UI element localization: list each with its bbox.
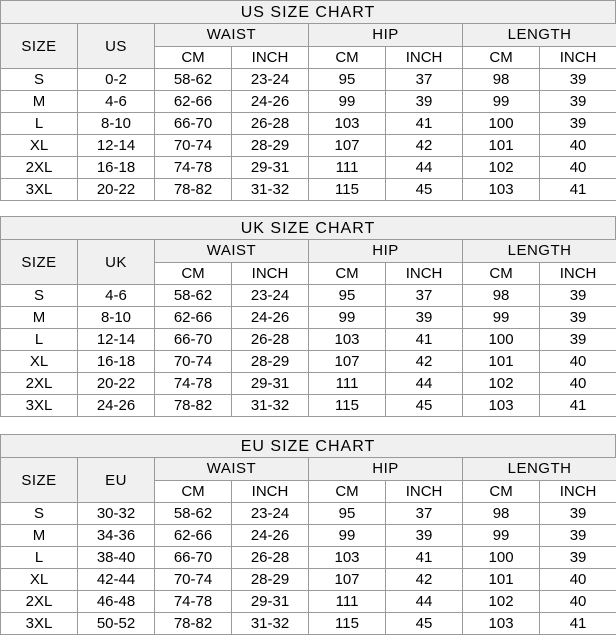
length-inch-header: INCH bbox=[540, 262, 616, 285]
cell-length-inch: 39 bbox=[540, 503, 616, 525]
cell-size: M bbox=[1, 91, 78, 113]
waist-header: WAIST bbox=[155, 240, 309, 263]
cell-hip-inch: 39 bbox=[386, 307, 463, 329]
cell-region: 4-6 bbox=[78, 91, 155, 113]
cell-size: 3XL bbox=[1, 613, 78, 635]
table-row bbox=[1, 351, 616, 373]
cell-waist-inch: 31-32 bbox=[232, 613, 309, 635]
cell-length-inch: 41 bbox=[540, 179, 616, 201]
length-cm-header: CM bbox=[463, 46, 540, 69]
waist-cm-header: CM bbox=[155, 46, 232, 69]
cell-waist-cm: 66-70 bbox=[155, 547, 232, 569]
hip-inch-header: INCH bbox=[386, 46, 463, 69]
cell-hip-inch: 45 bbox=[386, 395, 463, 417]
cell-length-inch: 39 bbox=[540, 547, 616, 569]
cell-waist-cm: 74-78 bbox=[155, 591, 232, 613]
table-row bbox=[1, 307, 616, 329]
cell-region: 38-40 bbox=[78, 547, 155, 569]
cell-region: 12-14 bbox=[78, 329, 155, 351]
cell-length-inch: 40 bbox=[540, 157, 616, 179]
cell-length-cm: 99 bbox=[463, 91, 540, 113]
length-header: LENGTH bbox=[463, 458, 616, 481]
cell-region: 20-22 bbox=[78, 373, 155, 395]
cell-hip-cm: 99 bbox=[309, 307, 386, 329]
cell-waist-inch: 31-32 bbox=[232, 179, 309, 201]
cell-waist-inch: 28-29 bbox=[232, 135, 309, 157]
hip-cm-header: CM bbox=[309, 480, 386, 503]
cell-hip-cm: 115 bbox=[309, 613, 386, 635]
cell-size: XL bbox=[1, 135, 78, 157]
cell-length-cm: 100 bbox=[463, 113, 540, 135]
cell-waist-cm: 70-74 bbox=[155, 569, 232, 591]
cell-hip-cm: 107 bbox=[309, 135, 386, 157]
cell-region: 0-2 bbox=[78, 69, 155, 91]
cell-waist-inch: 23-24 bbox=[232, 503, 309, 525]
cell-length-cm: 98 bbox=[463, 503, 540, 525]
table-row bbox=[1, 135, 616, 157]
cell-size: M bbox=[1, 307, 78, 329]
cell-waist-inch: 29-31 bbox=[232, 373, 309, 395]
cell-waist-inch: 31-32 bbox=[232, 395, 309, 417]
cell-size: M bbox=[1, 525, 78, 547]
cell-region: 20-22 bbox=[78, 179, 155, 201]
cell-hip-inch: 44 bbox=[386, 591, 463, 613]
cell-hip-cm: 99 bbox=[309, 525, 386, 547]
size-table bbox=[0, 457, 616, 635]
cell-hip-cm: 99 bbox=[309, 91, 386, 113]
cell-length-inch: 41 bbox=[540, 395, 616, 417]
cell-region: 16-18 bbox=[78, 351, 155, 373]
cell-length-cm: 101 bbox=[463, 351, 540, 373]
length-cm-header: CM bbox=[463, 262, 540, 285]
cell-size: 3XL bbox=[1, 395, 78, 417]
table-row bbox=[1, 113, 616, 135]
cell-hip-inch: 45 bbox=[386, 613, 463, 635]
cell-waist-inch: 24-26 bbox=[232, 525, 309, 547]
cell-region: 24-26 bbox=[78, 395, 155, 417]
cell-hip-inch: 41 bbox=[386, 329, 463, 351]
eu-size-chart bbox=[0, 434, 616, 635]
cell-size: 2XL bbox=[1, 591, 78, 613]
table-row bbox=[1, 69, 616, 91]
cell-hip-inch: 41 bbox=[386, 547, 463, 569]
header-row-top bbox=[1, 24, 616, 47]
cell-hip-inch: 42 bbox=[386, 351, 463, 373]
cell-hip-inch: 41 bbox=[386, 113, 463, 135]
cell-waist-cm: 62-66 bbox=[155, 525, 232, 547]
table-row bbox=[1, 547, 616, 569]
cell-hip-cm: 111 bbox=[309, 373, 386, 395]
length-cm-header: CM bbox=[463, 480, 540, 503]
region-header: EU bbox=[78, 458, 155, 503]
size-header: SIZE bbox=[1, 24, 78, 69]
length-header: LENGTH bbox=[463, 24, 616, 47]
cell-length-cm: 100 bbox=[463, 547, 540, 569]
cell-hip-cm: 115 bbox=[309, 395, 386, 417]
region-header: US bbox=[78, 24, 155, 69]
cell-hip-cm: 103 bbox=[309, 547, 386, 569]
waist-header: WAIST bbox=[155, 24, 309, 47]
cell-length-cm: 103 bbox=[463, 613, 540, 635]
cell-length-cm: 101 bbox=[463, 135, 540, 157]
cell-waist-inch: 28-29 bbox=[232, 351, 309, 373]
waist-cm-header: CM bbox=[155, 480, 232, 503]
cell-length-cm: 102 bbox=[463, 591, 540, 613]
header-row-top bbox=[1, 240, 616, 263]
cell-size: S bbox=[1, 69, 78, 91]
cell-hip-inch: 37 bbox=[386, 69, 463, 91]
table-body bbox=[1, 240, 616, 417]
cell-size: S bbox=[1, 503, 78, 525]
cell-waist-cm: 58-62 bbox=[155, 69, 232, 91]
cell-waist-inch: 26-28 bbox=[232, 329, 309, 351]
cell-waist-cm: 66-70 bbox=[155, 113, 232, 135]
cell-waist-inch: 24-26 bbox=[232, 91, 309, 113]
cell-length-inch: 39 bbox=[540, 285, 616, 307]
cell-region: 8-10 bbox=[78, 113, 155, 135]
cell-hip-cm: 111 bbox=[309, 591, 386, 613]
cell-waist-inch: 29-31 bbox=[232, 157, 309, 179]
cell-hip-inch: 42 bbox=[386, 569, 463, 591]
table-row bbox=[1, 91, 616, 113]
us-size-chart bbox=[0, 0, 616, 201]
hip-inch-header: INCH bbox=[386, 480, 463, 503]
cell-hip-cm: 103 bbox=[309, 113, 386, 135]
waist-inch-header: INCH bbox=[232, 480, 309, 503]
cell-waist-cm: 58-62 bbox=[155, 285, 232, 307]
cell-hip-inch: 44 bbox=[386, 373, 463, 395]
cell-length-inch: 39 bbox=[540, 525, 616, 547]
cell-length-cm: 103 bbox=[463, 179, 540, 201]
hip-header: HIP bbox=[309, 24, 463, 47]
cell-hip-cm: 115 bbox=[309, 179, 386, 201]
cell-waist-cm: 70-74 bbox=[155, 351, 232, 373]
cell-waist-cm: 74-78 bbox=[155, 157, 232, 179]
cell-hip-inch: 39 bbox=[386, 525, 463, 547]
length-inch-header: INCH bbox=[540, 46, 616, 69]
cell-size: L bbox=[1, 547, 78, 569]
cell-length-inch: 40 bbox=[540, 373, 616, 395]
chart-title: US SIZE CHART bbox=[0, 0, 616, 23]
cell-length-cm: 103 bbox=[463, 395, 540, 417]
table-body bbox=[1, 24, 616, 201]
table-row bbox=[1, 569, 616, 591]
table-row bbox=[1, 395, 616, 417]
region-header: UK bbox=[78, 240, 155, 285]
waist-inch-header: INCH bbox=[232, 262, 309, 285]
waist-header: WAIST bbox=[155, 458, 309, 481]
cell-waist-cm: 70-74 bbox=[155, 135, 232, 157]
size-table bbox=[0, 23, 616, 201]
cell-waist-cm: 74-78 bbox=[155, 373, 232, 395]
cell-length-cm: 99 bbox=[463, 525, 540, 547]
table-row bbox=[1, 373, 616, 395]
cell-length-inch: 40 bbox=[540, 135, 616, 157]
cell-length-inch: 40 bbox=[540, 351, 616, 373]
cell-size: XL bbox=[1, 351, 78, 373]
table-row bbox=[1, 613, 616, 635]
size-header: SIZE bbox=[1, 458, 78, 503]
cell-hip-inch: 45 bbox=[386, 179, 463, 201]
cell-length-cm: 101 bbox=[463, 569, 540, 591]
cell-waist-cm: 62-66 bbox=[155, 91, 232, 113]
cell-waist-inch: 26-28 bbox=[232, 113, 309, 135]
cell-length-inch: 39 bbox=[540, 307, 616, 329]
cell-waist-inch: 29-31 bbox=[232, 591, 309, 613]
waist-cm-header: CM bbox=[155, 262, 232, 285]
table-row bbox=[1, 157, 616, 179]
cell-length-inch: 40 bbox=[540, 591, 616, 613]
cell-region: 46-48 bbox=[78, 591, 155, 613]
table-row bbox=[1, 503, 616, 525]
cell-length-cm: 100 bbox=[463, 329, 540, 351]
cell-region: 50-52 bbox=[78, 613, 155, 635]
size-table bbox=[0, 239, 616, 417]
hip-cm-header: CM bbox=[309, 46, 386, 69]
header-row-top bbox=[1, 458, 616, 481]
cell-hip-inch: 42 bbox=[386, 135, 463, 157]
table-row bbox=[1, 285, 616, 307]
cell-length-cm: 102 bbox=[463, 373, 540, 395]
cell-length-inch: 39 bbox=[540, 69, 616, 91]
cell-hip-cm: 95 bbox=[309, 69, 386, 91]
cell-region: 8-10 bbox=[78, 307, 155, 329]
cell-hip-cm: 95 bbox=[309, 285, 386, 307]
waist-inch-header: INCH bbox=[232, 46, 309, 69]
cell-hip-inch: 37 bbox=[386, 503, 463, 525]
cell-waist-inch: 28-29 bbox=[232, 569, 309, 591]
length-inch-header: INCH bbox=[540, 480, 616, 503]
cell-waist-inch: 24-26 bbox=[232, 307, 309, 329]
cell-length-inch: 39 bbox=[540, 113, 616, 135]
cell-size: 2XL bbox=[1, 157, 78, 179]
cell-length-inch: 39 bbox=[540, 91, 616, 113]
cell-region: 12-14 bbox=[78, 135, 155, 157]
table-row bbox=[1, 525, 616, 547]
cell-hip-inch: 44 bbox=[386, 157, 463, 179]
cell-waist-inch: 23-24 bbox=[232, 285, 309, 307]
cell-hip-cm: 95 bbox=[309, 503, 386, 525]
cell-size: 3XL bbox=[1, 179, 78, 201]
cell-region: 4-6 bbox=[78, 285, 155, 307]
length-header: LENGTH bbox=[463, 240, 616, 263]
chart-title: UK SIZE CHART bbox=[0, 216, 616, 239]
cell-hip-cm: 111 bbox=[309, 157, 386, 179]
cell-waist-cm: 78-82 bbox=[155, 395, 232, 417]
cell-waist-cm: 58-62 bbox=[155, 503, 232, 525]
cell-size: L bbox=[1, 113, 78, 135]
hip-header: HIP bbox=[309, 240, 463, 263]
cell-length-cm: 98 bbox=[463, 285, 540, 307]
uk-size-chart bbox=[0, 216, 616, 417]
cell-hip-cm: 107 bbox=[309, 569, 386, 591]
cell-hip-inch: 37 bbox=[386, 285, 463, 307]
cell-region: 34-36 bbox=[78, 525, 155, 547]
hip-cm-header: CM bbox=[309, 262, 386, 285]
cell-length-cm: 102 bbox=[463, 157, 540, 179]
chart-title: EU SIZE CHART bbox=[0, 434, 616, 457]
hip-header: HIP bbox=[309, 458, 463, 481]
table-row bbox=[1, 179, 616, 201]
cell-length-cm: 98 bbox=[463, 69, 540, 91]
hip-inch-header: INCH bbox=[386, 262, 463, 285]
cell-size: L bbox=[1, 329, 78, 351]
cell-region: 42-44 bbox=[78, 569, 155, 591]
cell-length-inch: 39 bbox=[540, 329, 616, 351]
cell-region: 30-32 bbox=[78, 503, 155, 525]
cell-length-inch: 40 bbox=[540, 569, 616, 591]
cell-hip-cm: 103 bbox=[309, 329, 386, 351]
cell-waist-cm: 62-66 bbox=[155, 307, 232, 329]
cell-waist-cm: 78-82 bbox=[155, 179, 232, 201]
cell-length-cm: 99 bbox=[463, 307, 540, 329]
cell-waist-inch: 26-28 bbox=[232, 547, 309, 569]
cell-size: XL bbox=[1, 569, 78, 591]
cell-size: 2XL bbox=[1, 373, 78, 395]
table-body bbox=[1, 458, 616, 635]
cell-size: S bbox=[1, 285, 78, 307]
cell-waist-cm: 78-82 bbox=[155, 613, 232, 635]
cell-hip-cm: 107 bbox=[309, 351, 386, 373]
cell-waist-cm: 66-70 bbox=[155, 329, 232, 351]
cell-hip-inch: 39 bbox=[386, 91, 463, 113]
size-header: SIZE bbox=[1, 240, 78, 285]
table-row bbox=[1, 591, 616, 613]
cell-waist-inch: 23-24 bbox=[232, 69, 309, 91]
cell-region: 16-18 bbox=[78, 157, 155, 179]
table-row bbox=[1, 329, 616, 351]
cell-length-inch: 41 bbox=[540, 613, 616, 635]
